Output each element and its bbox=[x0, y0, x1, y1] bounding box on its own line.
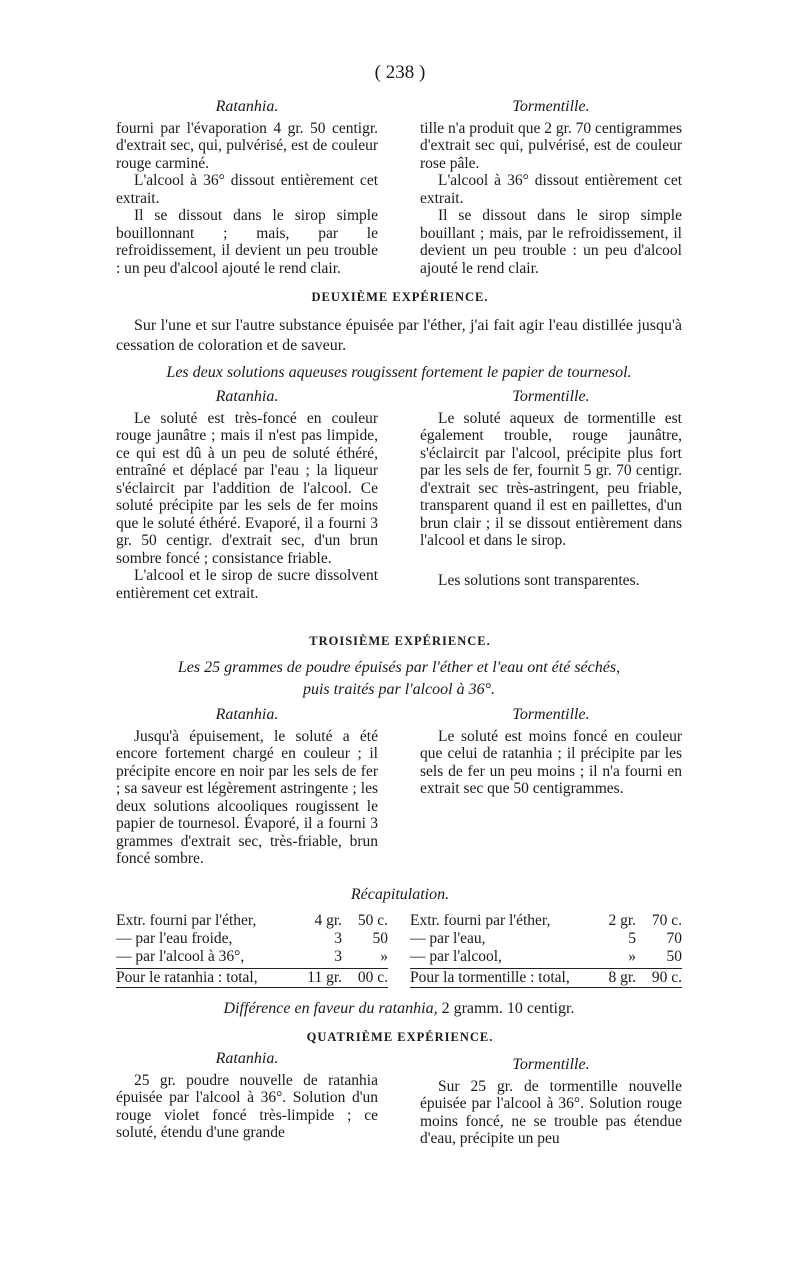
difference-label: Différence en faveur du ratanhia, bbox=[223, 1000, 438, 1017]
paragraph: L'alcool à 36° dissout entièrement cet extrait. bbox=[420, 172, 682, 207]
paragraph: Le soluté aqueux de tormentille est également trouble, rouge jaunâtre, s'éclaircit par l'alcool, précipite plus fort par les sels de fer, fournit 5 gr. 70 centigr. d'extrait sec très-astringent, peu friable, transparent quand il est en paillettes, d'un brun clair ; il se dissout entièrement dans l'alcool et dans le sirop. bbox=[420, 409, 682, 549]
total-label: Pour le ratanhia : total, bbox=[116, 969, 258, 986]
table-row bbox=[410, 948, 682, 966]
total-centigrams: 00 c. bbox=[357, 969, 388, 986]
section1-left-column bbox=[116, 98, 378, 277]
section2-italic-line: Les deux solutions aqueuses rougissent fortement le papier de tournesol. bbox=[166, 364, 632, 381]
difference-line bbox=[116, 1000, 682, 1018]
section4-left-header: Ratanhia. bbox=[215, 1050, 279, 1067]
section3-right-column bbox=[420, 706, 682, 868]
row-label: — par l'eau, bbox=[410, 930, 486, 947]
page-number: ( 238 ) bbox=[374, 62, 426, 83]
section1-right-column bbox=[420, 98, 682, 277]
row-label: — par l'alcool, bbox=[410, 948, 502, 965]
section2-right-header: Tormentille. bbox=[512, 388, 590, 405]
paragraph: Sur l'une et sur l'autre substance épuisée par l'éther, j'ai fait agir l'eau distillée jusqu'à cessation de coloration et de saveur. bbox=[116, 317, 682, 354]
recap-table bbox=[116, 912, 682, 988]
difference-value: 2 gramm. 10 centigr. bbox=[441, 1000, 575, 1017]
row-label: Extr. fourni par l'éther, bbox=[410, 912, 551, 929]
section1-left-header: Ratanhia. bbox=[215, 98, 279, 115]
section3-right-header: Tormentille. bbox=[512, 706, 590, 723]
recap-right-table bbox=[410, 912, 682, 988]
section4-columns bbox=[116, 1050, 682, 1148]
total-grams: 11 gr. bbox=[307, 969, 342, 986]
table-row bbox=[410, 930, 682, 948]
row-centigrams: 70 c. bbox=[651, 912, 682, 929]
section2-columns bbox=[116, 388, 682, 602]
section2-left-header: Ratanhia. bbox=[215, 388, 279, 405]
row-grams: » bbox=[628, 948, 636, 965]
row-centigrams: 50 c. bbox=[357, 912, 388, 929]
section3-italic-line1: Les 25 grammes de poudre épuisés par l'éther et l'eau ont été séchés, bbox=[177, 659, 621, 676]
table-row bbox=[116, 948, 388, 966]
row-grams: 4 gr. bbox=[314, 912, 342, 929]
total-centigrams: 90 c. bbox=[651, 969, 682, 986]
row-label: — par l'alcool à 36°, bbox=[116, 948, 245, 965]
section3-left-header: Ratanhia. bbox=[215, 706, 279, 723]
section3-left-column bbox=[116, 706, 378, 868]
paragraph: Les solutions sont transparentes. bbox=[438, 571, 640, 589]
section2-right-column bbox=[420, 388, 682, 602]
total-label: Pour la tormentille : total, bbox=[410, 969, 570, 986]
section1-right-header: Tormentille. bbox=[512, 98, 590, 115]
row-grams: 3 bbox=[334, 948, 342, 965]
section4-right-header: Tormentille. bbox=[512, 1056, 590, 1073]
paragraph: fourni par l'évaporation 4 gr. 50 centigr. d'extrait sec, qui, pulvérisé, est de couleur rouge carminé. bbox=[116, 119, 378, 172]
row-label: — par l'eau froide, bbox=[116, 930, 233, 947]
recap-left-table bbox=[116, 912, 388, 988]
paragraph: Le soluté est moins foncé en couleur que celui de ratanhia ; il précipite par les sels de fer un peu moins ; il n'a fourni en extrait sec que 50 centigrammes. bbox=[420, 727, 682, 797]
row-centigrams: 70 bbox=[666, 930, 682, 947]
recap-title: Récapitulation. bbox=[350, 886, 450, 903]
section4-right-column bbox=[420, 1050, 682, 1148]
paragraph: Il se dissout dans le sirop simple bouillant ; mais, par le refroidissement, il devient un peu trouble : un peu d'alcool ajouté le rend clair. bbox=[420, 207, 682, 277]
paragraph: Jusqu'à épuisement, le soluté a été encore fortement chargé en couleur ; il précipite encore en noir par les sels de fer ; sa saveur est légèrement astringente ; les deux solutions alcooliques rougissent le papier de tournesol. Évaporé, il a fourni 3 grammes d'extrait sec, très-friable, brun foncé sombre. bbox=[116, 727, 378, 867]
paragraph: tille n'a produit que 2 gr. 70 centigrammes d'extrait sec qui, pulvérisé, est de couleur rose pâle. bbox=[420, 119, 682, 172]
section3-italic-line2: puis traités par l'alcool à 36°. bbox=[302, 681, 496, 698]
paragraph: L'alcool à 36° dissout entièrement cet extrait. bbox=[116, 172, 378, 207]
row-grams: 2 gr. bbox=[608, 912, 636, 929]
table-row bbox=[116, 930, 388, 948]
paragraph: 25 gr. poudre nouvelle de ratanhia épuisée par l'alcool à 36°. Solution d'un rouge violet foncé très-limpide ; ce soluté, étendu d'une grande bbox=[116, 1071, 378, 1141]
total-row bbox=[116, 968, 388, 988]
table-row bbox=[116, 912, 388, 930]
total-grams: 8 gr. bbox=[608, 969, 636, 986]
section4-left-column bbox=[116, 1050, 378, 1148]
paragraph: Le soluté est très-foncé en couleur rouge jaunâtre ; mais il n'est pas limpide, ce qui est dû à un peu de soluté éthéré, entraîné et déplacé par l'eau ; la liqueur s'éclaircit par l'addition de l'alcool. Ce soluté précipite par les sels de fer moins que le soluté éthéré. Evaporé, il a fourni 3 gr. 50 centigr. d'extrait sec, d'un brun sombre foncé ; consistance friable. bbox=[116, 409, 378, 567]
section3-columns bbox=[116, 706, 682, 868]
row-grams: 5 bbox=[628, 930, 636, 947]
total-row bbox=[410, 968, 682, 988]
row-label: Extr. fourni par l'éther, bbox=[116, 912, 257, 929]
section3-title: TROISIÈME EXPÉRIENCE. bbox=[309, 634, 491, 648]
paragraph: Sur 25 gr. de tormentille nouvelle épuisée par l'alcool à 36°. Solution rouge moins foncé, ne se trouble pas étendue d'eau, précipite un peu bbox=[420, 1077, 682, 1147]
section1-columns bbox=[116, 98, 682, 277]
section2-left-column bbox=[116, 388, 378, 602]
row-centigrams: 50 bbox=[666, 948, 682, 965]
paragraph: L'alcool et le sirop de sucre dissolvent entièrement cet extrait. bbox=[116, 567, 378, 602]
section2-intro bbox=[116, 316, 682, 356]
section4-title: QUATRIÈME EXPÉRIENCE. bbox=[306, 1030, 494, 1044]
table-row bbox=[410, 912, 682, 930]
row-centigrams: 50 bbox=[372, 930, 388, 947]
row-grams: 3 bbox=[334, 930, 342, 947]
paragraph: Il se dissout dans le sirop simple bouillonnant ; mais, par le refroidissement, il devient un peu trouble : un peu d'alcool ajouté le rend clair. bbox=[116, 207, 378, 277]
row-centigrams: » bbox=[380, 948, 388, 965]
section2-title: DEUXIÈME EXPÉRIENCE. bbox=[311, 290, 489, 304]
